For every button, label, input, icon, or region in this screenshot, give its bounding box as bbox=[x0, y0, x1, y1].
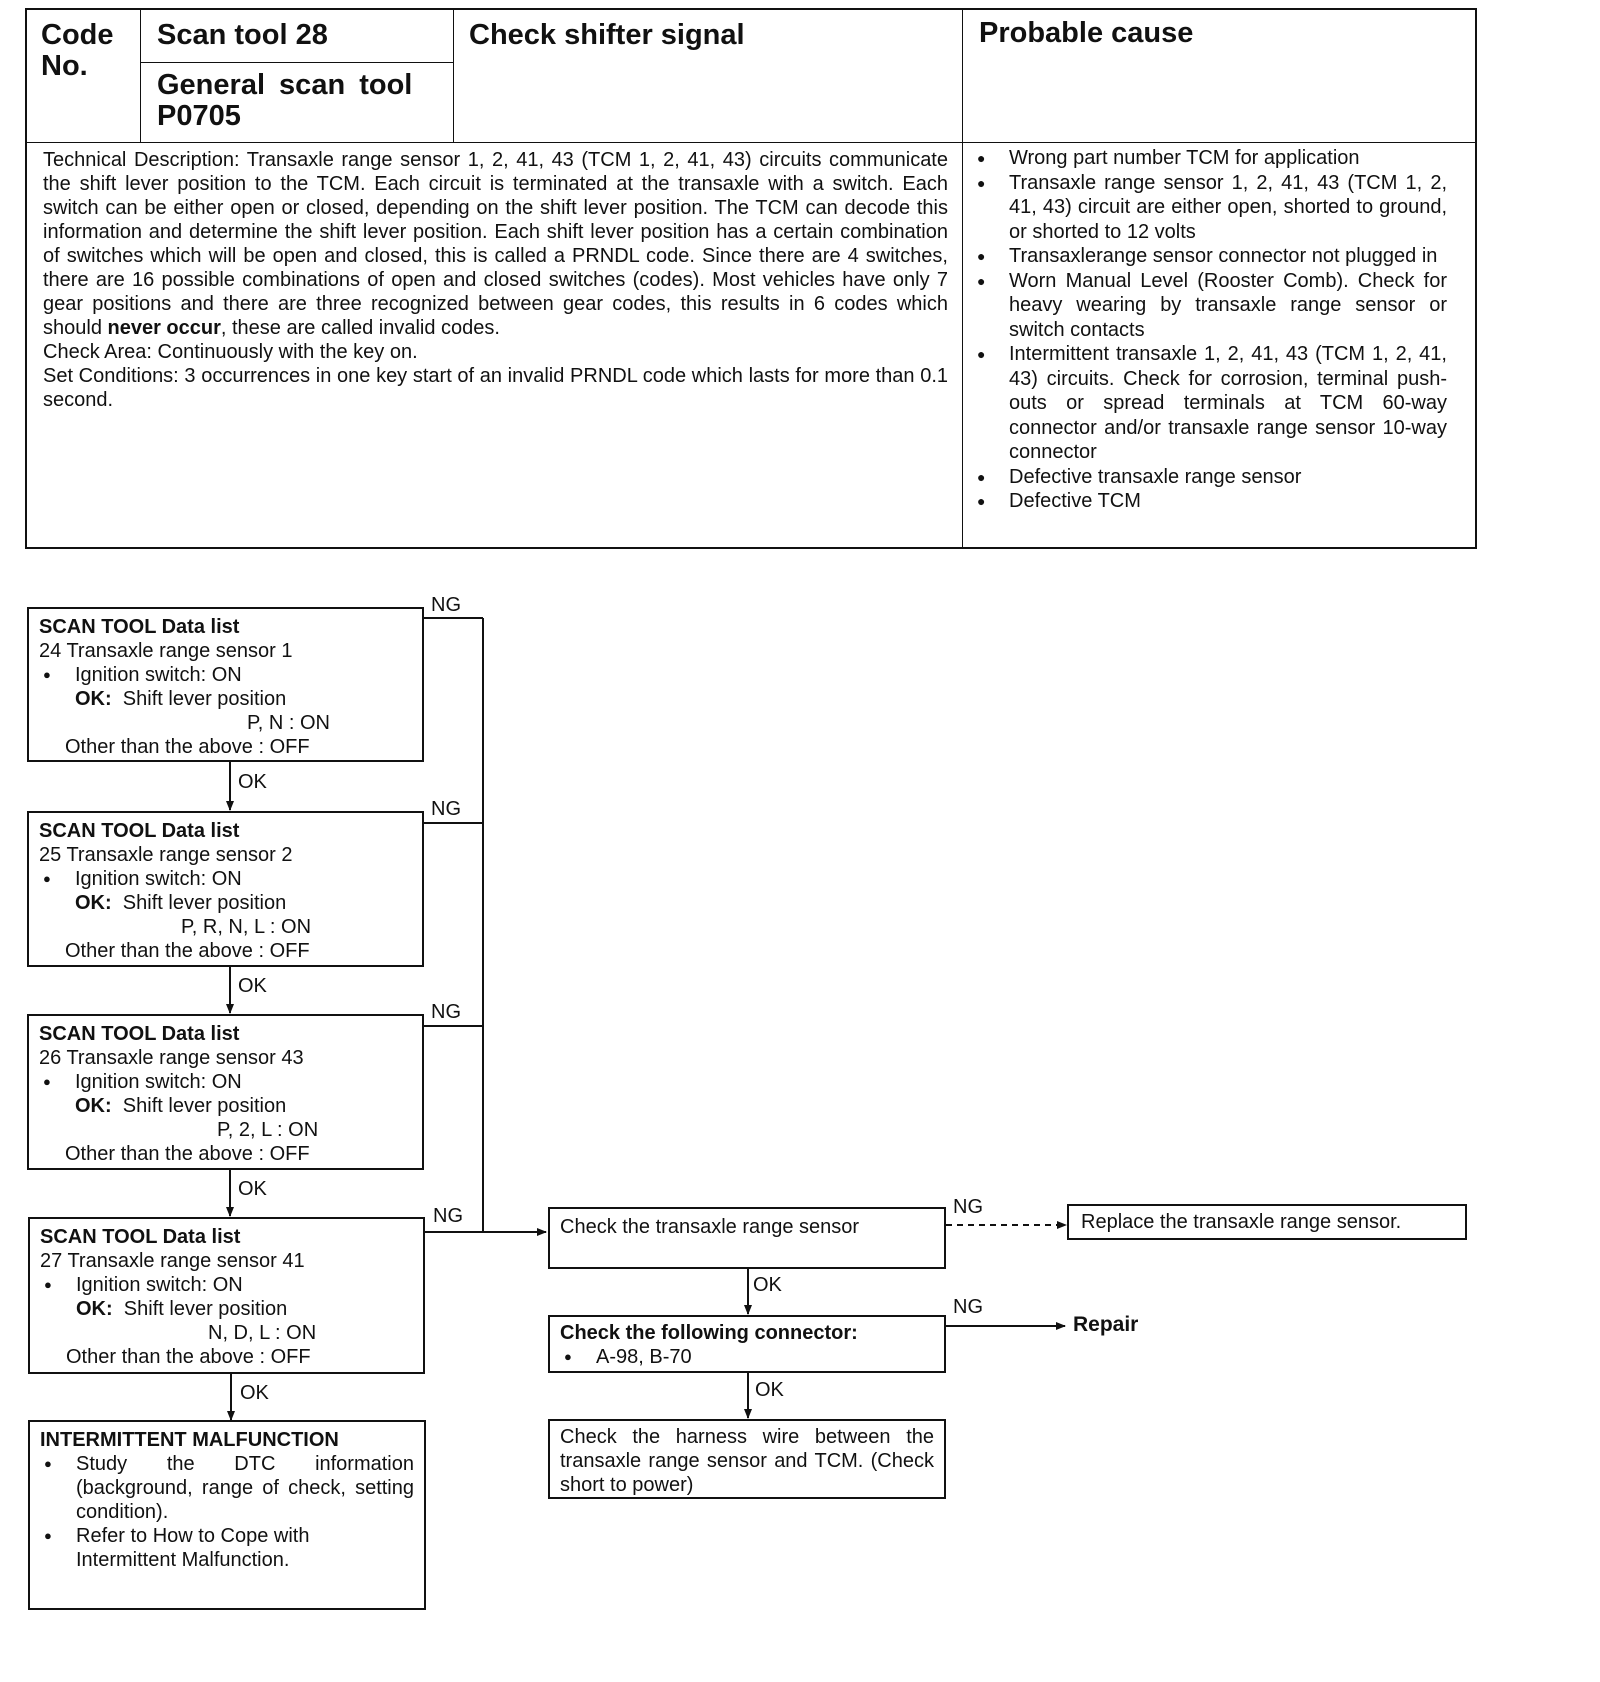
ok-label: OK bbox=[753, 1274, 782, 1296]
harness-check-box bbox=[548, 1419, 946, 1499]
step-item: 24 Transaxle range sensor 1 bbox=[39, 640, 293, 662]
ng-label: NG bbox=[953, 1196, 983, 1218]
step-bullet: ● Ignition switch: ON bbox=[40, 1273, 413, 1297]
cause-item: ● Defective transaxle range sensor bbox=[971, 465, 1447, 490]
emphasis-text: never occur bbox=[107, 317, 221, 339]
intermittent-bullet: ● Study the DTC information (background, range of check, setting condition). bbox=[40, 1452, 414, 1524]
scan-tool-code: Scan tool 28 bbox=[157, 19, 328, 51]
step-title: SCAN TOOL Data list bbox=[40, 1226, 241, 1248]
step-off-value: Other than the above : OFF bbox=[65, 940, 310, 962]
ok-criteria-label: OK: bbox=[75, 688, 112, 710]
step-bullet: ● Ignition switch: ON bbox=[39, 663, 412, 687]
ok-criteria-label: OK: bbox=[76, 1298, 113, 1320]
step-title: SCAN TOOL Data list bbox=[39, 616, 240, 638]
step-box-sensor-2 bbox=[27, 811, 424, 967]
replace-sensor-text: Replace the transaxle range sensor. bbox=[1081, 1211, 1402, 1233]
step-title: SCAN TOOL Data list bbox=[39, 820, 240, 842]
probable-cause-header: Probable cause bbox=[979, 17, 1194, 49]
ok-label: OK bbox=[238, 771, 267, 793]
step-on-value: N, D, L : ON bbox=[208, 1322, 317, 1344]
ok-label: OK bbox=[240, 1382, 269, 1404]
connector-title: Check the following connector: bbox=[560, 1322, 858, 1344]
step-off-value: Other than the above : OFF bbox=[65, 736, 310, 758]
step-item: 25 Transaxle range sensor 2 bbox=[39, 844, 293, 866]
cause-item: ● Intermittent transaxle 1, 2, 41, 43 (TCM 1, 2, 41, 43) circuits. Check for corrosion, terminal push-outs or spread terminals at TCM 60-way connector and/or transaxle range sensor 10-way connector bbox=[971, 342, 1447, 465]
step-bullet: ● Ignition switch: ON bbox=[39, 867, 412, 891]
general-scan-tool-code: General scan tool P0705 bbox=[157, 69, 413, 132]
ng-label: NG bbox=[431, 1001, 461, 1023]
intermittent-malfunction-box bbox=[28, 1420, 426, 1610]
step-ok-line: OK: Shift lever position bbox=[76, 1298, 288, 1320]
dtc-title: Check shifter signal bbox=[469, 19, 745, 51]
step-ok-line: OK: Shift lever position bbox=[75, 688, 287, 710]
step-ok-line: OK: Shift lever position bbox=[75, 892, 287, 914]
ng-label: NG bbox=[431, 798, 461, 820]
step-item: 27 Transaxle range sensor 41 bbox=[40, 1250, 305, 1272]
step-title: SCAN TOOL Data list bbox=[39, 1023, 240, 1045]
connector-item: ● A-98, B-70 bbox=[560, 1345, 934, 1369]
cause-item: ● Wrong part number TCM for application bbox=[971, 146, 1447, 171]
ok-criteria-label: OK: bbox=[75, 892, 112, 914]
step-box-sensor-1 bbox=[27, 607, 424, 762]
step-on-value: P, 2, L : ON bbox=[217, 1119, 319, 1141]
cause-item: ● Defective TCM bbox=[971, 489, 1447, 514]
technical-description-text: Technical Description: Transaxle range sensor 1, 2, 41, 43 (TCM 1, 2, 41, 43) circuits communicate the shift lever position to the TCM. Each circuit is terminated at the transaxle with a switch. Each switch can be either open or closed, depending on the shift lever position. The TCM can decode this information and determine the shift lever position. Each shift lever position has a certain combination of switches which will be open and closed, this is called a PRNDL code. Since there are 4 switches, there are 16 possible combinations of open and closed switches (codes). Most vehicles have only 7 gear positions and there are three recognized between gear codes, this results in 6 codes which should never occur, these are called invalid codes. bbox=[43, 149, 948, 339]
code-no-header: Code No. bbox=[41, 19, 114, 82]
step-on-value: P, N : ON bbox=[247, 712, 330, 734]
ng-label: NG bbox=[433, 1205, 463, 1227]
step-off-value: Other than the above : OFF bbox=[66, 1346, 311, 1368]
ng-label: NG bbox=[953, 1296, 983, 1318]
check-sensor-text: Check the transaxle range sensor bbox=[560, 1216, 860, 1238]
ng-label: NG bbox=[431, 594, 461, 616]
check-sensor-box bbox=[548, 1207, 946, 1269]
ok-criteria-label: OK: bbox=[75, 1095, 112, 1117]
step-item: 26 Transaxle range sensor 43 bbox=[39, 1047, 304, 1069]
harness-check-text: Check the harness wire between the transaxle range sensor and TCM. (Check short to power) bbox=[560, 1426, 934, 1496]
step-off-value: Other than the above : OFF bbox=[65, 1143, 310, 1165]
intermittent-title: INTERMITTENT MALFUNCTION bbox=[40, 1429, 339, 1451]
ok-label: OK bbox=[238, 1178, 267, 1200]
step-on-value: P, R, N, L : ON bbox=[181, 916, 312, 938]
ok-label: OK bbox=[755, 1379, 784, 1401]
replace-sensor-box bbox=[1067, 1204, 1467, 1240]
cause-item: ● Worn Manual Level (Rooster Comb). Check for heavy wearing by transaxle range sensor or switch contacts bbox=[971, 269, 1447, 343]
ok-label: OK bbox=[238, 975, 267, 997]
cause-item: ● Transaxlerange sensor connector not plugged in bbox=[971, 244, 1447, 269]
repair-result: Repair bbox=[1073, 1313, 1139, 1336]
check-area-text: Check Area: Continuously with the key on. bbox=[43, 341, 418, 363]
cause-item: ● Transaxle range sensor 1, 2, 41, 43 (TCM 1, 2, 41, 43) circuit are either open, shorted to ground, or shorted to 12 volts bbox=[971, 171, 1447, 245]
check-connector-box bbox=[548, 1315, 946, 1373]
set-conditions-text: Set Conditions: 3 occurrences in one key start of an invalid PRNDL code which lasts for more than 0.1 second. bbox=[43, 365, 948, 411]
intermittent-bullet: ● Refer to How to Cope with Intermittent Malfunction. bbox=[40, 1524, 414, 1572]
step-box-sensor-43 bbox=[27, 1014, 424, 1170]
step-bullet: ● Ignition switch: ON bbox=[39, 1070, 412, 1094]
step-box-sensor-41 bbox=[28, 1217, 425, 1374]
step-ok-line: OK: Shift lever position bbox=[75, 1095, 287, 1117]
